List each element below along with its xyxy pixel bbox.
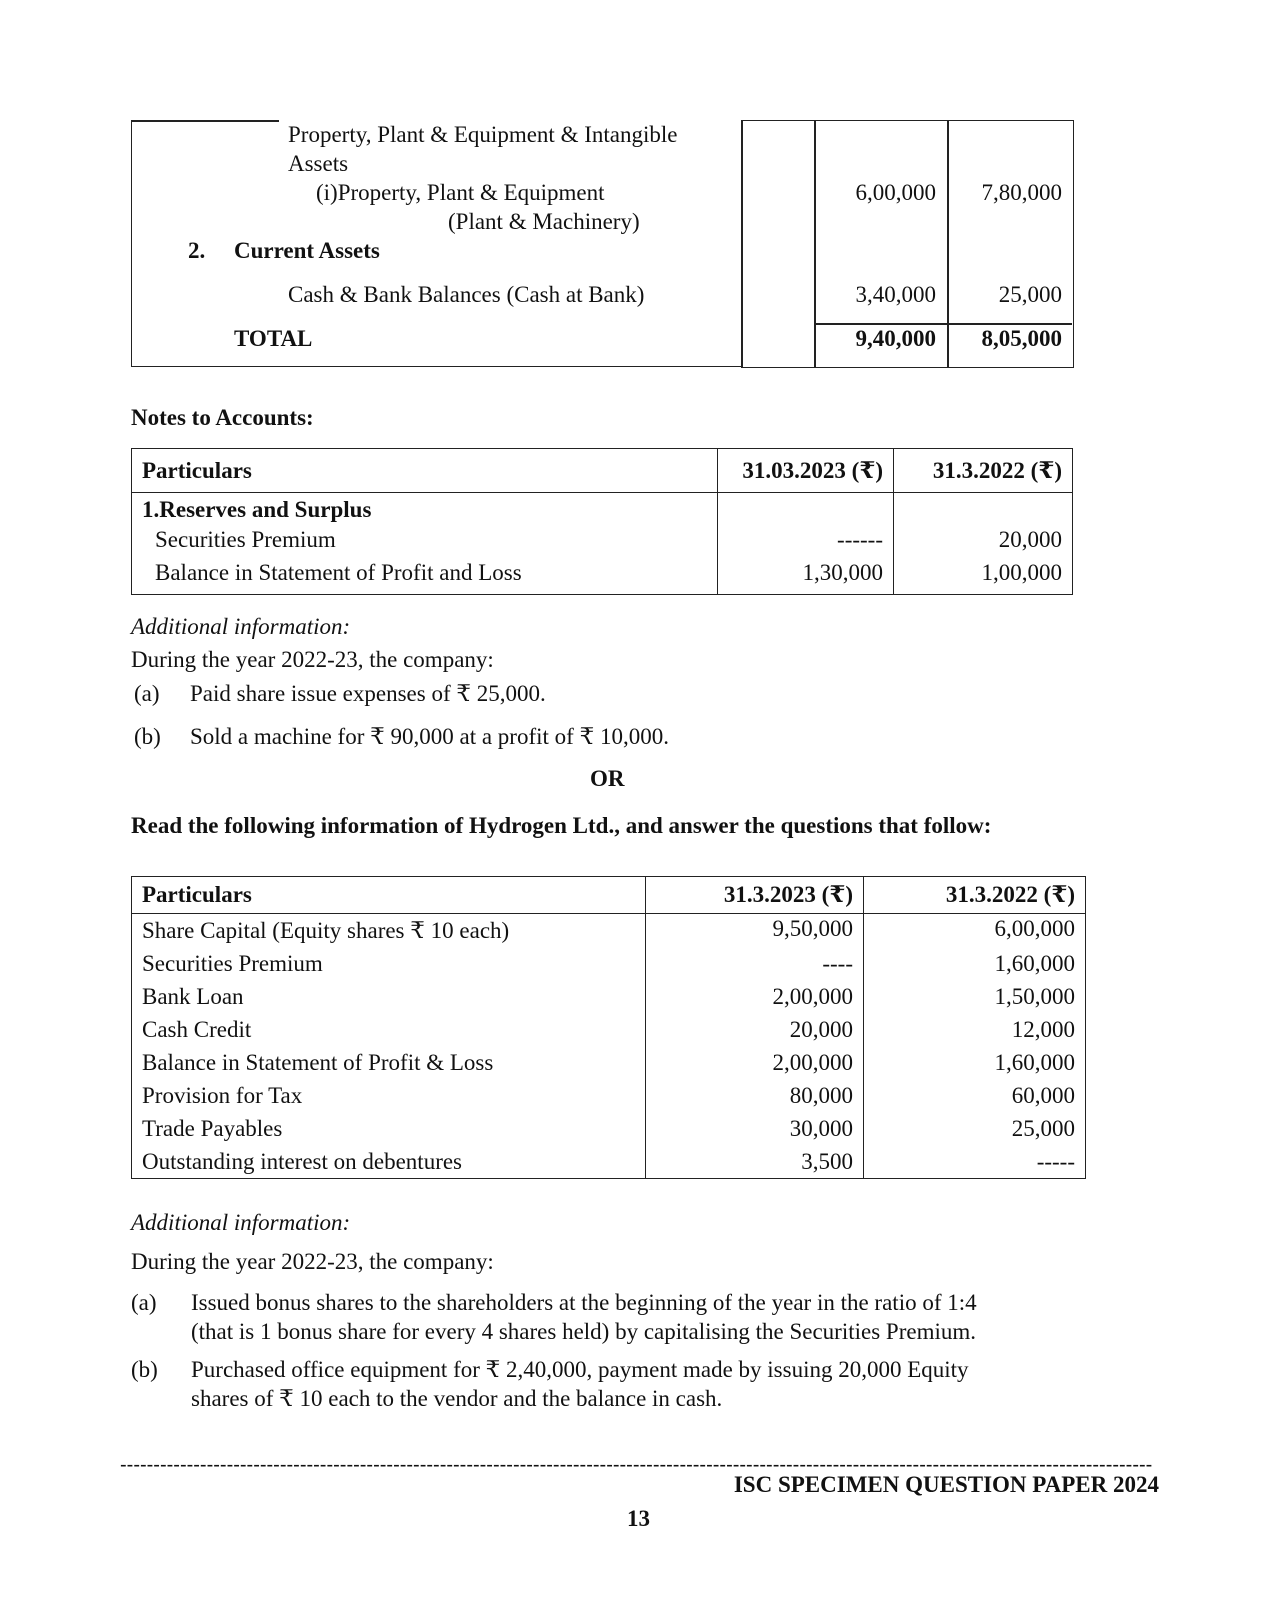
notes-table: [131, 448, 1073, 595]
hydrogen-row-2022: 1,60,000: [864, 947, 1086, 980]
hydrogen-row-2022: 60,000: [864, 1079, 1086, 1112]
additional-info-heading: Additional information:: [131, 614, 351, 639]
table-row: [132, 980, 1086, 1013]
ppe-value-2023: 6,00,000: [855, 180, 936, 205]
notes-heading: Notes to Accounts:: [131, 405, 314, 430]
page-number: 13: [627, 1506, 650, 1531]
hydrogen-row-2022: 12,000: [864, 1013, 1086, 1046]
notes-row-label: Securities Premium: [132, 527, 718, 560]
hydrogen-row-2023: 2,00,000: [646, 1046, 864, 1079]
hydrogen-row-2022: 6,00,000: [864, 914, 1086, 948]
hydrogen-col-particulars: Particulars: [132, 877, 646, 914]
list-item: Issued bonus shares to the shareholders at the beginning of the year in the ratio of 1:4: [191, 1290, 977, 1315]
list-marker: (b): [134, 724, 161, 749]
hydrogen-row-label: Outstanding interest on debentures: [132, 1145, 646, 1179]
current-assets-number: 2.: [188, 238, 206, 263]
hydrogen-row-label: Share Capital (Equity shares ₹ 10 each): [132, 914, 646, 948]
hydrogen-row-2022: 1,60,000: [864, 1046, 1086, 1079]
table-row: [132, 914, 1086, 948]
total-label: TOTAL: [234, 326, 313, 351]
hydrogen-row-2023: 3,500: [646, 1145, 864, 1179]
table-row: [132, 560, 1073, 595]
total-value-2023: 9,40,000: [855, 326, 936, 351]
table-row: [132, 947, 1086, 980]
list-marker: (a): [131, 1290, 157, 1315]
bs-note-frame: [741, 120, 816, 368]
table-row: [132, 493, 1073, 527]
cash-value-2023: 3,40,000: [855, 282, 936, 307]
hydrogen-row-2023: 2,00,000: [646, 980, 864, 1013]
cash-label: Cash & Bank Balances (Cash at Bank): [288, 282, 645, 307]
notes-col-2022: 31.3.2022 (₹): [894, 449, 1073, 493]
hydrogen-row-2023: ----: [646, 947, 864, 980]
additional-info-intro: During the year 2022-23, the company:: [131, 647, 494, 672]
hydrogen-table: [131, 876, 1086, 1179]
notes-row-2022: 20,000: [894, 527, 1073, 560]
notes-section-title: 1.Reserves and Surplus: [132, 493, 718, 527]
hydrogen-row-label: Trade Payables: [132, 1112, 646, 1145]
hydrogen-row-2022: 1,50,000: [864, 980, 1086, 1013]
list-marker: (a): [134, 681, 160, 706]
table-row: [132, 1013, 1086, 1046]
notes-row-2022: 1,00,000: [894, 560, 1073, 595]
hydrogen-row-label: Balance in Statement of Profit & Loss: [132, 1046, 646, 1079]
balance-sheet-continuation: [131, 120, 1073, 368]
hydrogen-row-label: Securities Premium: [132, 947, 646, 980]
table-row: [132, 1079, 1086, 1112]
table-row: [132, 1112, 1086, 1145]
hydrogen-row-2023: 80,000: [646, 1079, 864, 1112]
bs-total-rule: [814, 323, 1072, 325]
hydrogen-row-label: Bank Loan: [132, 980, 646, 1013]
table-row: [132, 1046, 1086, 1079]
notes-col-particulars: Particulars: [132, 449, 718, 493]
ppe-value-2022: 7,80,000: [981, 180, 1062, 205]
hydrogen-row-label: Provision for Tax: [132, 1079, 646, 1112]
notes-row-label: Balance in Statement of Profit and Loss: [132, 560, 718, 595]
ppe-item: (i)Property, Plant & Equipment: [316, 180, 605, 205]
hydrogen-row-2022: 25,000: [864, 1112, 1086, 1145]
hydrogen-col-2023: 31.3.2023 (₹): [646, 877, 864, 914]
or-label: OR: [590, 766, 625, 791]
notes-row-2023: 1,30,000: [718, 560, 894, 595]
list-marker: (b): [131, 1357, 158, 1382]
additional-info-intro: During the year 2022-23, the company:: [131, 1249, 494, 1274]
list-item: (that is 1 bonus share for every 4 shares held) by capitalising the Securities Premium.: [191, 1319, 976, 1344]
list-item: Sold a machine for ₹ 90,000 at a profit of ₹ 10,000.: [190, 724, 669, 749]
notes-header-row: [132, 449, 1073, 493]
ppe-heading-line1: Property, Plant & Equipment & Intangible: [288, 122, 678, 147]
question-text: Read the following information of Hydrogen Ltd., and answer the questions that follow:: [131, 813, 992, 838]
cash-value-2022: 25,000: [998, 282, 1062, 307]
footer-paper-title: ISC SPECIMEN QUESTION PAPER 2024: [733, 1472, 1159, 1497]
additional-info-heading: Additional information:: [131, 1210, 351, 1235]
hydrogen-row-2023: 9,50,000: [646, 914, 864, 948]
table-row: [132, 1145, 1086, 1179]
notes-row-2023: ------: [718, 527, 894, 560]
footer-dash-rule: -----------------------------------------------------------------------------------------------------------------------------------------------------------: [120, 1455, 1153, 1475]
list-item: shares of ₹ 10 each to the vendor and the balance in cash.: [191, 1386, 723, 1411]
ppe-heading-line2: Assets: [288, 151, 349, 176]
hydrogen-row-2023: 30,000: [646, 1112, 864, 1145]
notes-col-2023: 31.03.2023 (₹): [718, 449, 894, 493]
hydrogen-row-2023: 20,000: [646, 1013, 864, 1046]
hydrogen-col-2022: 31.3.2022 (₹): [864, 877, 1086, 914]
hydrogen-row-label: Cash Credit: [132, 1013, 646, 1046]
bs-top-stub: [131, 120, 279, 122]
total-value-2022: 8,05,000: [981, 326, 1062, 351]
hydrogen-header-row: [132, 877, 1086, 914]
hydrogen-row-2022: -----: [864, 1145, 1086, 1179]
ppe-sub: (Plant & Machinery): [448, 209, 640, 234]
list-item: Purchased office equipment for ₹ 2,40,000, payment made by issuing 20,000 Equity: [191, 1357, 969, 1382]
current-assets-label: Current Assets: [234, 238, 380, 263]
bs-particulars-frame: [131, 120, 743, 367]
table-row: [132, 527, 1073, 560]
list-item: Paid share issue expenses of ₹ 25,000.: [190, 681, 546, 706]
